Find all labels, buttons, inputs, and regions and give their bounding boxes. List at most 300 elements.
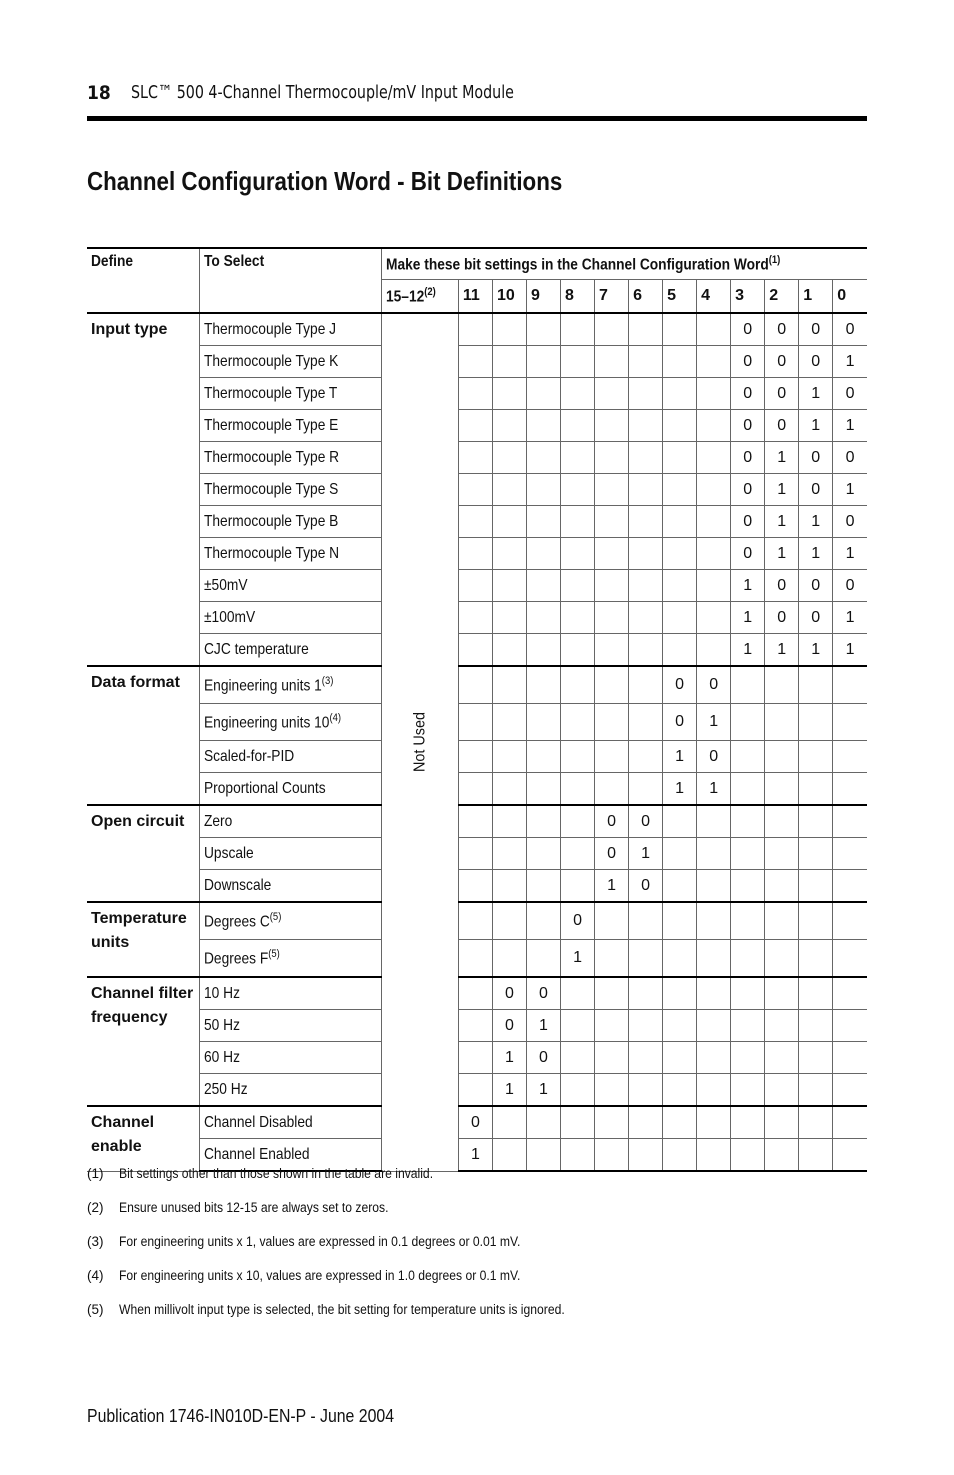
bit-cell xyxy=(458,977,492,1010)
bit-cell xyxy=(731,666,765,704)
bit-cell xyxy=(697,442,731,474)
bit-cell xyxy=(799,704,833,741)
bit-cell xyxy=(526,666,560,704)
table-row xyxy=(87,538,867,570)
bit-cell xyxy=(458,474,492,506)
footnote-text: For engineering units x 1, values are expressed in 0.1 degrees or 0.01 mV. xyxy=(119,1234,521,1249)
group-label: Input type xyxy=(87,313,199,666)
bit-cell xyxy=(458,442,492,474)
bit-cell xyxy=(526,838,560,870)
bit-cell xyxy=(833,870,867,903)
table-row xyxy=(87,741,867,773)
bit-cell: 1 xyxy=(492,1074,526,1107)
option-label: Degrees $C^{(5)}$ xyxy=(199,902,381,940)
group-label: Data format xyxy=(87,666,199,805)
bit-cell xyxy=(595,442,629,474)
bit-cell xyxy=(526,410,560,442)
bit-cell xyxy=(561,410,595,442)
bit-cell: 0 xyxy=(799,570,833,602)
option-label: Upscale xyxy=(199,838,381,870)
bit-cell xyxy=(833,838,867,870)
bit-cell xyxy=(765,741,799,773)
bit-cell xyxy=(663,634,697,667)
bit-cell xyxy=(731,977,765,1010)
footnote-text: For engineering units x 10, values are expressed in 1.0 degrees or 0.1 mV. xyxy=(119,1268,521,1283)
bit-cell xyxy=(458,506,492,538)
bit-cell xyxy=(526,634,560,667)
bit-cell xyxy=(663,346,697,378)
bit-cell xyxy=(629,538,663,570)
bit-cell: 1 xyxy=(629,838,663,870)
bit-cell xyxy=(697,538,731,570)
bit-cell xyxy=(595,346,629,378)
bit-cell xyxy=(561,538,595,570)
option-label: Scaled-for-PID xyxy=(199,741,381,773)
bit-cell: 0 xyxy=(458,1106,492,1139)
define-header: Define xyxy=(87,248,199,313)
footnote xyxy=(87,1166,867,1200)
bit-cell xyxy=(526,506,560,538)
bit-cell xyxy=(561,741,595,773)
option-label: Thermocouple Type N xyxy=(199,538,381,570)
option-label: Engineering units 1$^{(3)}$ xyxy=(199,666,381,704)
bit-cell xyxy=(458,666,492,704)
bit-cell xyxy=(561,704,595,741)
bit-cell xyxy=(765,940,799,978)
bit-cell xyxy=(663,442,697,474)
bit-cell xyxy=(731,870,765,903)
bit-cell xyxy=(833,977,867,1010)
bit-cell xyxy=(799,977,833,1010)
bit-cell xyxy=(663,940,697,978)
bit-cell xyxy=(799,838,833,870)
bit-cell xyxy=(697,474,731,506)
table-row xyxy=(87,666,867,704)
bit-cell xyxy=(595,940,629,978)
bit-cell xyxy=(663,870,697,903)
bit-cell xyxy=(561,602,595,634)
option-label: Thermocouple Type J xyxy=(199,313,381,346)
bit-cell xyxy=(799,1106,833,1139)
table-row xyxy=(87,838,867,870)
bit-cell: 1 xyxy=(833,474,867,506)
publication-footer: Publication 1746-IN010D-EN-P - June 2004 xyxy=(87,1406,395,1426)
table-row xyxy=(87,570,867,602)
table-row xyxy=(87,1042,867,1074)
bit-cell xyxy=(561,313,595,346)
bit-cell xyxy=(765,870,799,903)
bit-cell: 0 xyxy=(731,410,765,442)
bit-cell xyxy=(629,977,663,1010)
bit-cell xyxy=(492,773,526,806)
bit-cell xyxy=(833,1074,867,1107)
bit-cell xyxy=(561,977,595,1010)
bit-cell xyxy=(765,1106,799,1139)
bit-cell xyxy=(833,704,867,741)
bit-cell xyxy=(526,773,560,806)
bit-cell: 0 xyxy=(492,977,526,1010)
bit-cell xyxy=(731,1074,765,1107)
bit-cell xyxy=(765,666,799,704)
bit-cell xyxy=(492,442,526,474)
bit-cell xyxy=(833,666,867,704)
bit-cell: 1 xyxy=(799,378,833,410)
bit-cell xyxy=(731,838,765,870)
bit-cell xyxy=(697,1042,731,1074)
bit-cell xyxy=(492,474,526,506)
bit-cell xyxy=(799,902,833,940)
footnote-text: When millivolt input type is selected, the bit setting for temperature units is ignored. xyxy=(119,1302,565,1317)
bit-cell: 1 xyxy=(731,602,765,634)
bit-cell: 1 xyxy=(833,602,867,634)
bit-cell: 0 xyxy=(697,741,731,773)
bit-cell xyxy=(697,313,731,346)
option-label: ±50mV xyxy=(199,570,381,602)
bit-cell xyxy=(561,838,595,870)
bit-cell: 0 xyxy=(765,570,799,602)
footnotes xyxy=(87,1166,867,1336)
footnote-text: Bit settings other than those shown in the table are invalid. xyxy=(119,1166,434,1181)
bit-cell xyxy=(663,538,697,570)
bit-cell xyxy=(765,1010,799,1042)
bit-cell xyxy=(561,1010,595,1042)
bit-cell xyxy=(799,666,833,704)
footnote-text: Ensure unused bits 12-15 are always set to zeros. xyxy=(119,1200,389,1215)
bit-cell xyxy=(595,313,629,346)
bit-cell xyxy=(629,902,663,940)
bit-cell xyxy=(629,1074,663,1107)
bit-cell: 0 xyxy=(595,838,629,870)
bit-cell xyxy=(458,570,492,602)
bit-cell xyxy=(561,805,595,838)
footnote xyxy=(87,1302,867,1336)
footnote xyxy=(87,1200,867,1234)
bit-cell xyxy=(561,634,595,667)
bit-cell xyxy=(458,838,492,870)
bit-cell xyxy=(765,1042,799,1074)
bit-cell xyxy=(697,805,731,838)
bit-cell xyxy=(629,940,663,978)
bit-cell xyxy=(561,1106,595,1139)
bit-cell: 0 xyxy=(799,442,833,474)
bit-header: 4 xyxy=(697,280,731,314)
bit-cell xyxy=(663,1010,697,1042)
option-label: ±100mV xyxy=(199,602,381,634)
bit-cell xyxy=(458,346,492,378)
bit-cell xyxy=(663,474,697,506)
bit-cell xyxy=(799,1042,833,1074)
bit-cell xyxy=(526,870,560,903)
bit-cell xyxy=(629,634,663,667)
bit-cell xyxy=(731,1042,765,1074)
bit-cell xyxy=(526,538,560,570)
bit-cell xyxy=(526,442,560,474)
option-label: Thermocouple Type K xyxy=(199,346,381,378)
bit-cell xyxy=(492,570,526,602)
bit-cell xyxy=(595,1010,629,1042)
bit-cell: 0 xyxy=(731,313,765,346)
bit-cell xyxy=(697,977,731,1010)
bit-cell xyxy=(629,313,663,346)
bit-cell xyxy=(595,704,629,741)
bit-cell xyxy=(595,666,629,704)
bit-header: 9 xyxy=(526,280,560,314)
bit-cell xyxy=(629,1106,663,1139)
table-row xyxy=(87,313,867,346)
bit-cell: 1 xyxy=(765,634,799,667)
footnote xyxy=(87,1234,867,1268)
bit-cell xyxy=(595,977,629,1010)
bit-cell xyxy=(492,704,526,741)
option-label: Thermocouple Type R xyxy=(199,442,381,474)
bit-cell: 0 xyxy=(663,704,697,741)
bit-cell xyxy=(458,902,492,940)
bit-cell xyxy=(526,741,560,773)
bit-cell xyxy=(663,602,697,634)
bit-cell xyxy=(697,1106,731,1139)
bit-header: 5 xyxy=(663,280,697,314)
bit-cell xyxy=(799,1010,833,1042)
bit-cell xyxy=(799,870,833,903)
bit-cell xyxy=(833,940,867,978)
bit-cell: 1 xyxy=(765,474,799,506)
bit-header: 0 xyxy=(833,280,867,314)
bit-cell xyxy=(561,666,595,704)
bit-cell: 0 xyxy=(833,506,867,538)
bit-cell xyxy=(458,538,492,570)
bit-header: 1 xyxy=(799,280,833,314)
bit-cell xyxy=(663,378,697,410)
bit-cell xyxy=(629,602,663,634)
bit-cell xyxy=(595,741,629,773)
bit-cell xyxy=(492,1106,526,1139)
bit-cell xyxy=(492,634,526,667)
bit-cell: 1 xyxy=(492,1042,526,1074)
option-label: Engineering units 10$^{(4)}$ xyxy=(199,704,381,741)
bit-cell xyxy=(629,1042,663,1074)
bit-cell xyxy=(595,474,629,506)
bit-cell: 1 xyxy=(833,634,867,667)
bit-cell xyxy=(526,1106,560,1139)
bit-cell: 1 xyxy=(799,538,833,570)
bit-cell xyxy=(526,805,560,838)
table-row xyxy=(87,1010,867,1042)
footnote-number: (2) xyxy=(87,1200,104,1215)
bit-cell xyxy=(492,378,526,410)
option-label: Thermocouple Type E xyxy=(199,410,381,442)
bit-cell: 0 xyxy=(629,805,663,838)
page-number: 18 xyxy=(87,82,111,104)
bit-cell xyxy=(765,902,799,940)
bit-cell xyxy=(697,378,731,410)
table-row xyxy=(87,474,867,506)
bit-cell xyxy=(663,570,697,602)
bit-cell: 1 xyxy=(526,1010,560,1042)
group-label: Channel filter frequency xyxy=(87,977,199,1106)
bit-cell: 1 xyxy=(765,538,799,570)
bit-cell xyxy=(526,570,560,602)
bit-cell: 0 xyxy=(526,1042,560,1074)
bit-cell xyxy=(458,1074,492,1107)
bit-cell: 0 xyxy=(765,602,799,634)
bit-cell xyxy=(765,805,799,838)
bit-cell xyxy=(492,902,526,940)
footnote-number: (5) xyxy=(87,1302,104,1317)
bit-cell xyxy=(833,805,867,838)
bit-cell: 0 xyxy=(731,474,765,506)
bit-cell xyxy=(458,313,492,346)
bit-cell xyxy=(458,704,492,741)
bit-header: 8 xyxy=(561,280,595,314)
bit-cell xyxy=(492,410,526,442)
bit-cell: 1 xyxy=(731,570,765,602)
bit-cell: 1 xyxy=(595,870,629,903)
bit-cell xyxy=(697,838,731,870)
bit-cell xyxy=(595,602,629,634)
bit-cell xyxy=(765,1074,799,1107)
bit-cell xyxy=(458,410,492,442)
table-row xyxy=(87,805,867,838)
bit-header: 7 xyxy=(595,280,629,314)
bit-cell: 0 xyxy=(799,602,833,634)
bit-cell xyxy=(458,634,492,667)
bit-cell xyxy=(629,666,663,704)
bit-cell xyxy=(799,773,833,806)
bit-cell xyxy=(697,902,731,940)
bit-header: 11 xyxy=(458,280,492,314)
bit-cell xyxy=(526,474,560,506)
bit-cell xyxy=(833,773,867,806)
footnote-number: (1) xyxy=(87,1166,104,1181)
table-row xyxy=(87,870,867,903)
table-row xyxy=(87,442,867,474)
bit-cell xyxy=(458,741,492,773)
bit-cell: 1 xyxy=(833,346,867,378)
bit-cell xyxy=(663,506,697,538)
header-rule xyxy=(87,116,867,121)
bit-cell: 0 xyxy=(833,313,867,346)
bit-header: 3 xyxy=(731,280,765,314)
bit-cell xyxy=(629,410,663,442)
bit-cell xyxy=(526,378,560,410)
table-row xyxy=(87,634,867,667)
bit-cell xyxy=(629,506,663,538)
bit-cell xyxy=(833,1042,867,1074)
bit-cell: 0 xyxy=(799,474,833,506)
bit-cell: 0 xyxy=(595,805,629,838)
bit-cell: 1 xyxy=(526,1074,560,1107)
bit-cell xyxy=(458,602,492,634)
bit-cell xyxy=(492,602,526,634)
bit-cell xyxy=(595,410,629,442)
bit-cell xyxy=(458,773,492,806)
table-row xyxy=(87,1074,867,1107)
bit-cell xyxy=(663,805,697,838)
bit-cell: 0 xyxy=(561,902,595,940)
bit-cell xyxy=(629,1010,663,1042)
bit-cell: 0 xyxy=(629,870,663,903)
bit-cell: 1 xyxy=(458,1139,492,1172)
bit-cell xyxy=(561,506,595,538)
bit-cell xyxy=(526,902,560,940)
bit-cell xyxy=(492,741,526,773)
bit-cell xyxy=(595,1074,629,1107)
bit-cell xyxy=(663,902,697,940)
bit-cell xyxy=(663,1042,697,1074)
bit-cell xyxy=(731,940,765,978)
bit-cell xyxy=(492,346,526,378)
bit-cell xyxy=(595,1106,629,1139)
bit-cell xyxy=(833,1106,867,1139)
bit-cell xyxy=(731,902,765,940)
option-label: Degrees $F^{(5)}$ xyxy=(199,940,381,978)
bit-cell: 0 xyxy=(799,313,833,346)
bit-cell xyxy=(629,704,663,741)
footnote-number: (3) xyxy=(87,1234,104,1249)
bit-cell xyxy=(663,1074,697,1107)
bit-cell: 1 xyxy=(799,634,833,667)
group-label: Temperature units xyxy=(87,902,199,977)
bit-cell: 0 xyxy=(731,442,765,474)
bit-cell xyxy=(595,570,629,602)
bit-cell xyxy=(595,378,629,410)
option-label: Downscale xyxy=(199,870,381,903)
bit-cell xyxy=(458,378,492,410)
option-label: Thermocouple Type S xyxy=(199,474,381,506)
bit-cell xyxy=(526,313,560,346)
bit-cell xyxy=(799,805,833,838)
option-label: Channel Disabled xyxy=(199,1106,381,1139)
section-title: Channel Configuration Word - Bit Definitions xyxy=(87,166,563,196)
bit-cell xyxy=(561,378,595,410)
bit-cell xyxy=(526,602,560,634)
bit-cell xyxy=(765,773,799,806)
bit-cell xyxy=(561,346,595,378)
bit-cell xyxy=(492,666,526,704)
bit-cell: 1 xyxy=(833,410,867,442)
bit-cell xyxy=(561,870,595,903)
bit-cell: 1 xyxy=(731,634,765,667)
bit-cell xyxy=(561,1042,595,1074)
bit-cell: 0 xyxy=(697,666,731,704)
bit-cell xyxy=(697,506,731,538)
bit-cell: 0 xyxy=(833,570,867,602)
bit-cell: 1 xyxy=(663,773,697,806)
table-row xyxy=(87,410,867,442)
option-label: 250 Hz xyxy=(199,1074,381,1107)
bit-cell xyxy=(697,570,731,602)
bit-cell xyxy=(663,838,697,870)
not-used-cell: Not Used xyxy=(381,313,458,1171)
bit-cell xyxy=(663,977,697,1010)
bit-cell: 0 xyxy=(765,410,799,442)
bit-settings-header: Make these bit settings in the Channel Configuration Word$^{(1)}$ xyxy=(381,248,867,280)
bit-cell: 0 xyxy=(765,346,799,378)
footnote xyxy=(87,1268,867,1302)
bit-cell: 1 xyxy=(799,506,833,538)
bit-cell xyxy=(629,378,663,410)
page-header xyxy=(87,80,867,108)
bit-cell xyxy=(765,704,799,741)
bit-cell xyxy=(492,870,526,903)
bit-cell: 1 xyxy=(833,538,867,570)
bit-cell: 1 xyxy=(765,442,799,474)
bit-cell xyxy=(765,977,799,1010)
bit-cell xyxy=(697,634,731,667)
option-label: 60 Hz xyxy=(199,1042,381,1074)
bit-cell xyxy=(833,741,867,773)
bit-cell xyxy=(697,602,731,634)
